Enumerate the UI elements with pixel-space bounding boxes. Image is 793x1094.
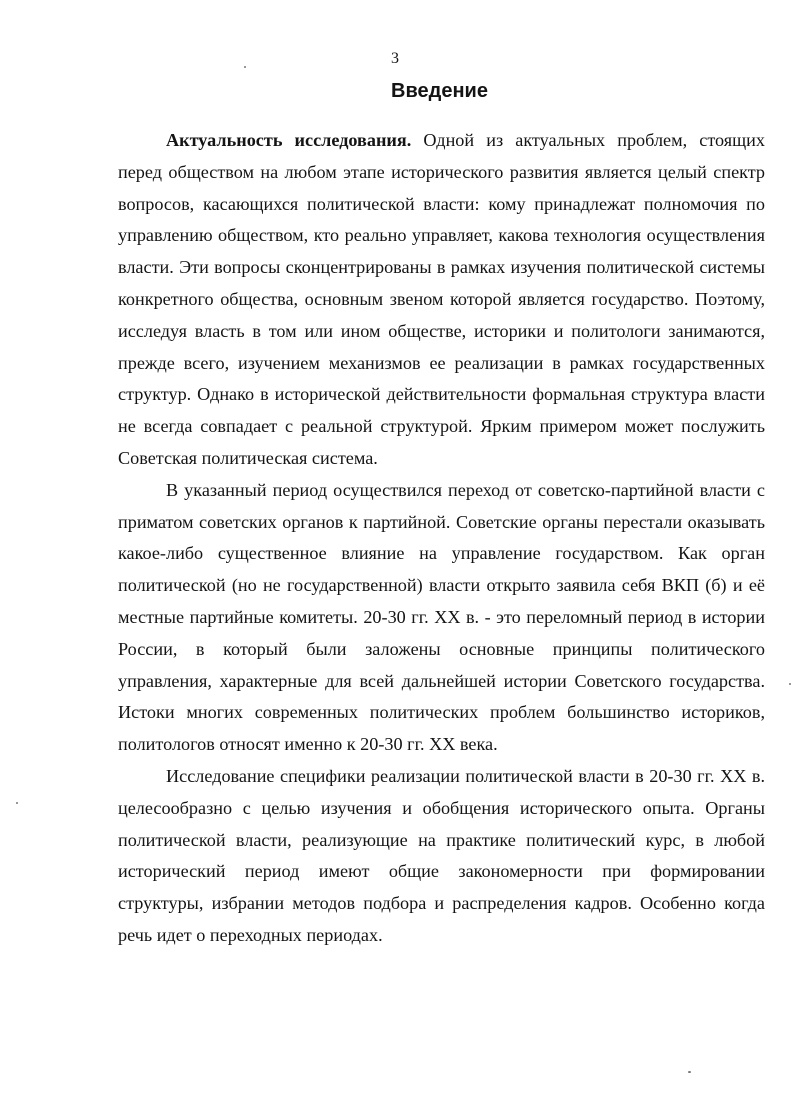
paragraph-research: [118, 761, 765, 952]
scan-speck: [16, 802, 18, 804]
paragraph-text: В указанный период осуществился переход от советско-партийной власти с приматом советских органов к партийной. Советские органы перестали оказывать какое-либо существенное влияние на управление государством. Как орган политической (но не государственной) власти открыто заявила себя ВКП (б) и её местные партийные комитеты. 20-30 гг. XX в. - это переломный период в истории России, в который были заложены основные принципы политического управления, характерные для всей дальнейшей истории Советского государства. Истоки многих современных политических проблем большинство историков, политологов относят именно к 20-30 гг. XX века.: [118, 479, 765, 755]
paragraph-relevance: [118, 125, 765, 475]
paragraph-text: Одной из актуальных проблем, стоящих перед обществом на любом этапе исторического развития является целый спектр вопросов, касающихся политической власти: кому принадлежат полномочия по управлению обществом, кто реально управляет, какова технология осуществления власти. Эти вопросы сконцентрированы в рамках изучения политической системы конкретного общества, основным звеном которой является государство. Поэтому, исследуя власть в том или ином обществе, историки и политологи занимаются, прежде всего, изучением механизмов ее реализации в рамках государственных структур. Однако в исторической действительности формальная структура власти не всегда совпадает с реальной структурой. Ярким примером может послужить Советская политическая система.: [118, 130, 765, 468]
paragraph-text: Исследование специфики реализации политической власти в 20-30 гг. XX в. целесообразно с целью изучения и обобщения исторического опыта. Органы политической власти, реализующие на практике политический курс, в любой исторический период имеют общие закономерности при формировании структуры, избрании методов подбора и распределения кадров. Особенно когда речь идет о переходных периодах.: [118, 765, 765, 945]
scan-speck: [688, 1071, 691, 1073]
section-heading: Введение: [391, 80, 488, 102]
scan-speck: [789, 683, 791, 685]
scan-speck: [244, 66, 246, 68]
paragraph-lead: Актуальность исследования.: [166, 130, 412, 150]
page-number: 3: [391, 50, 399, 67]
paragraph-transition: [118, 475, 765, 761]
body-text: [118, 125, 765, 952]
